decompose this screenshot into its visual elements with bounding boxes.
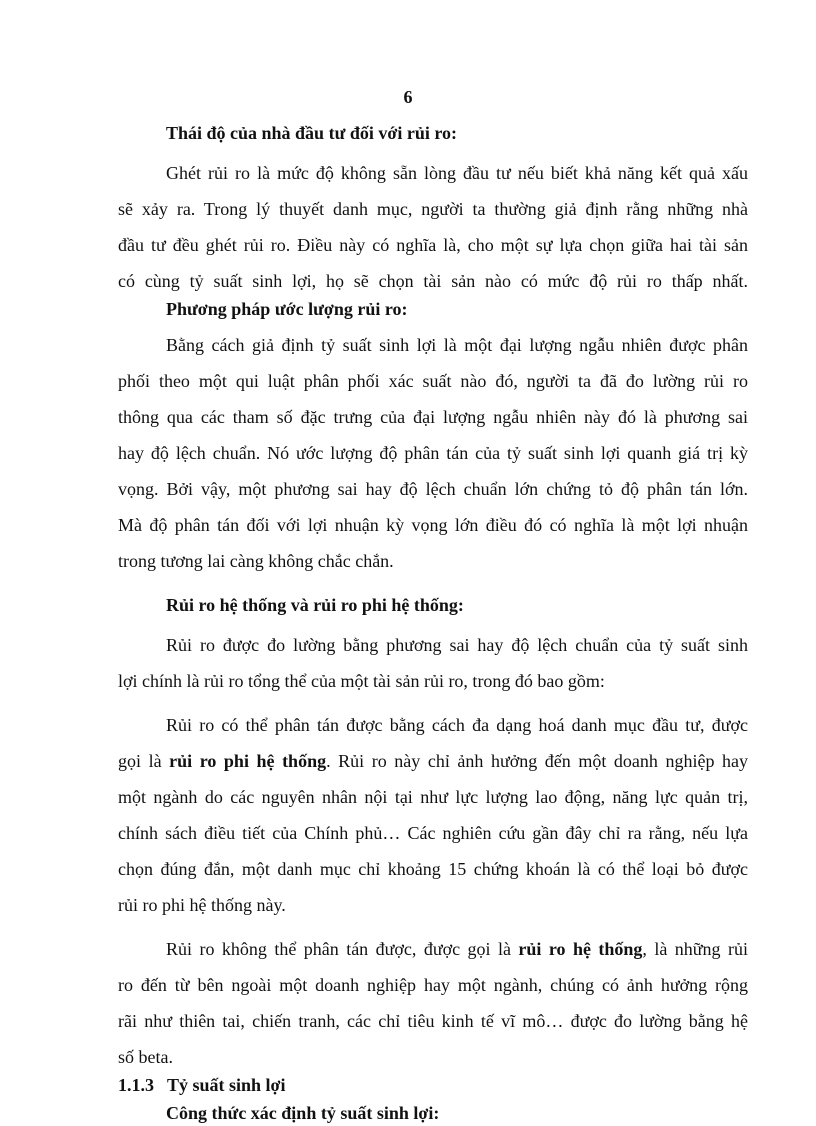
section-title: Tỷ suất sinh lợi	[167, 1075, 286, 1095]
paragraph-line: Bằng cách giả định tỷ suất sinh lợi là một đại lượng ngẫu nhiên được phân	[166, 335, 748, 355]
term-systematic-risk: rủi ro hệ thống	[518, 939, 643, 959]
paragraph-line: số beta.	[118, 1047, 173, 1067]
section-number: 1.1.3	[118, 1075, 154, 1095]
heading-risk-estimation: Phương pháp ước lượng rủi ro:	[166, 299, 408, 319]
paragraph-line: gọi là rủi ro phi hệ thống. Rủi ro này chỉ ảnh hưởng đến một doanh nghiệp hay	[118, 751, 748, 771]
paragraph-line: một ngành do các nguyên nhân nội tại như lực lượng lao động, năng lực quản trị,	[118, 787, 748, 807]
paragraph-line: Mà độ phân tán đối với lợi nhuận kỳ vọng lớn điều đó có nghĩa là một lợi nhuận	[118, 515, 748, 535]
heading-investor-attitude: Thái độ của nhà đầu tư đối với rủi ro:	[166, 123, 458, 143]
paragraph-line: đầu tư đều ghét rủi ro. Điều này có nghĩa là, cho một sự lựa chọn giữa hai tài sản	[118, 235, 748, 255]
paragraph-line: hay độ lệch chuẩn. Nó ước lượng độ phân tán của tỷ suất sinh lợi quanh giá trị kỳ	[118, 443, 748, 463]
term-unsystematic-risk: rủi ro phi hệ thống	[169, 751, 327, 771]
paragraph-line: thông qua các tham số đặc trưng của đại lượng ngẫu nhiên này đó là phương sai	[118, 407, 748, 427]
paragraph-line: phối theo một qui luật phân phối xác suất nào đó, người ta đã đo lường rủi ro	[118, 371, 748, 391]
paragraph-line: lợi chính là rủi ro tổng thể của một tài sản rủi ro, trong đó bao gồm:	[118, 671, 605, 691]
paragraph-line: Rủi ro được đo lường bằng phương sai hay độ lệch chuẩn của tỷ suất sinh	[166, 635, 748, 655]
paragraph-line: rủi ro phi hệ thống này.	[118, 895, 286, 915]
heading-return-formula: Công thức xác định tỷ suất sinh lợi:	[166, 1103, 440, 1123]
paragraph-line: Rủi ro không thể phân tán được, được gọi là rủi ro hệ thống, là những rủi	[166, 939, 748, 959]
paragraph-line: Rủi ro có thể phân tán được bằng cách đa dạng hoá danh mục đầu tư, được	[166, 715, 748, 735]
page-number: 6	[403, 87, 413, 107]
paragraph-line: Ghét rủi ro là mức độ không sẵn lòng đầu tư nếu biết khả năng kết quả xấu	[166, 163, 748, 183]
heading-systematic-risk: Rủi ro hệ thống và rủi ro phi hệ thống:	[166, 595, 464, 615]
paragraph-line: trong tương lai càng không chắc chắn.	[118, 551, 394, 571]
paragraph-line: ro đến từ bên ngoài một doanh nghiệp hay một ngành, chúng có ảnh hưởng rộng	[118, 975, 748, 995]
paragraph-line: có cùng tỷ suất sinh lợi, họ sẽ chọn tài sản nào có mức độ rủi ro thấp nhất.	[118, 271, 748, 291]
paragraph-line: rãi như thiên tai, chiến tranh, các chỉ tiêu kinh tế vĩ mô… được đo lường bằng hệ	[118, 1011, 748, 1031]
paragraph-line: chọn đúng đắn, một danh mục chỉ khoảng 15 chứng khoán là có thể loại bỏ được	[118, 859, 748, 879]
paragraph-line: chính sách điều tiết của Chính phủ… Các nghiên cứu gần đây chỉ ra rằng, nếu lựa	[118, 823, 748, 843]
paragraph-line: vọng. Bởi vậy, một phương sai hay độ lệch chuẩn lớn chứng tỏ độ phân tán lớn.	[118, 479, 748, 499]
paragraph-line: sẽ xảy ra. Trong lý thuyết danh mục, người ta thường giả định rằng những nhà	[118, 199, 748, 219]
